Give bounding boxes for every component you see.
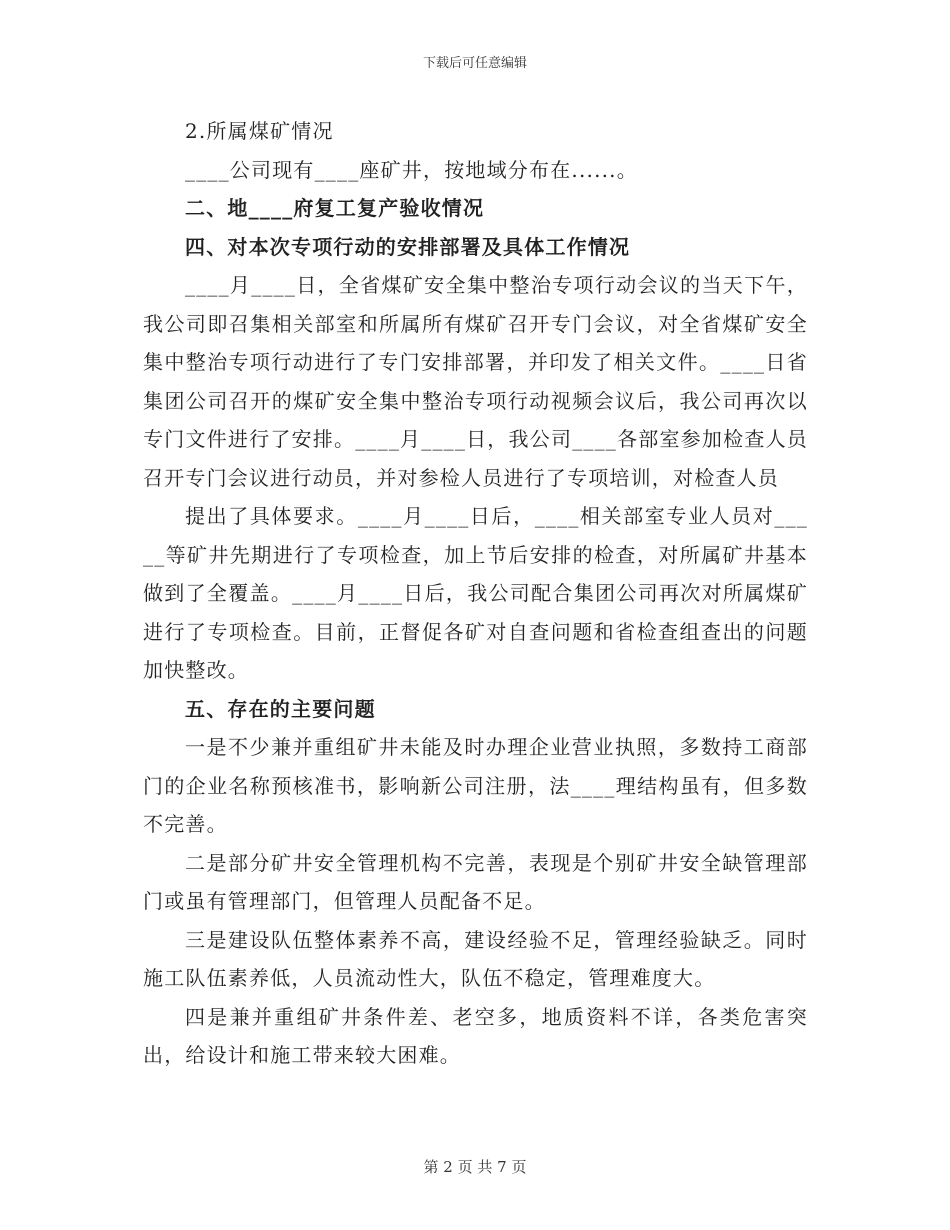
page-header: 下载后可任意编辑	[422, 56, 527, 71]
subsection-heading-mines: 2.所属煤矿情况	[185, 119, 334, 143]
paragraph-problem-4: 四是兼并重组矿井条件差、老空多，地质资料不详，各类危害突出，给设计和施工带来较大困难。	[143, 1004, 808, 1067]
section-heading-problems: 五、存在的主要问题	[185, 696, 376, 721]
paragraph-mine-distribution: ____公司现有____座矿井，按地域分布在......。	[185, 157, 638, 182]
paragraph-problem-3: 三是建设队伍整体素养不高，建设经验不足，管理经验缺乏。同时施工队伍素养低，人员流动性大，队伍不稳定，管理难度大。	[143, 927, 808, 990]
paragraph-problem-1: 一是不少兼并重组矿井未能及时办理企业营业执照，多数持工商部门的企业名称预核准书，影响新公司注册，法____理结构虽有，但多数不完善。	[143, 735, 808, 836]
page-footer: 第 2 页 共 7 页	[423, 1158, 527, 1176]
section-heading-acceptance: 二、地____府复工复产验收情况	[185, 196, 485, 220]
section-heading-arrangement: 四、对本次专项行动的安排部署及具体工作情况	[185, 234, 631, 259]
paragraph-arrangement-2: 提出了具体要求。____月____日后，____相关部室专业人员对_____等矿井先期进行了专项检查，加上节后安排的检查，对所属矿井基本做到了全覆盖。____月____日后，我公司配合集团公司再次对所属煤矿进行了专项检查。目前，正督促各矿对自查问题和省检查组查出的问题加快整改。	[143, 504, 808, 682]
paragraph-arrangement-1: ____月____日，全省煤矿安全集中整治专项行动会议的当天下午，我公司即召集相关部室和所属所有煤矿召开专门会议，对全省煤矿安全集中整治专项行动进行了专门安排部署，并印发了相关文件。____日省集团公司召开的煤矿安全集中整治专项行动视频会议后，我公司再次以专门文件进行了安排。____月____日，我公司____各部室参加检查人员召开专门会议进行动员，并对参检人员进行了专项培训，对检查人员	[143, 273, 808, 490]
paragraph-problem-2: 二是部分矿井安全管理机构不完善，表现是个别矿井安全缺管理部门或虽有管理部门，但管理人员配备不足。	[143, 850, 808, 913]
document-body	[143, 112, 808, 1075]
